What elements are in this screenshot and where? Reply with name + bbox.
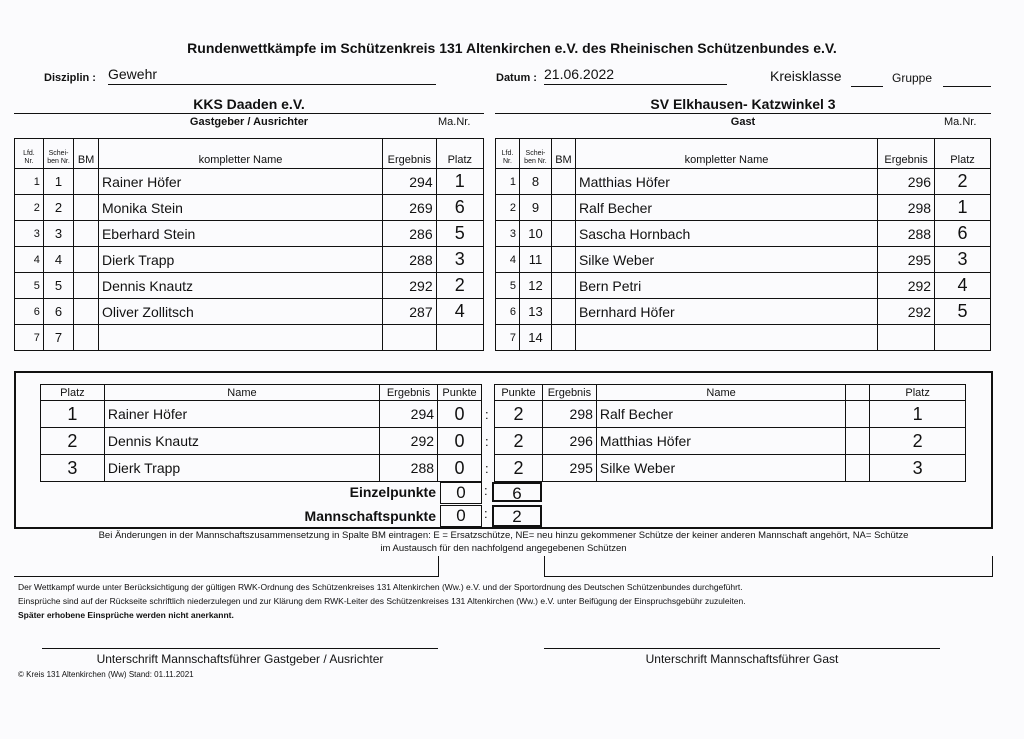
datum-label: Datum :: [496, 72, 537, 84]
guest-team-underline: [495, 113, 991, 114]
ergebnis-cell[interactable]: 296: [878, 169, 935, 195]
home-team-underline: [14, 113, 484, 114]
name-cell[interactable]: [98, 325, 382, 351]
summary-ergebnis-cell[interactable]: 288: [380, 455, 438, 482]
colon-separator: :: [484, 506, 488, 521]
lfd-header: Lfd. Nr.: [15, 139, 44, 169]
datum-value: 21.06.2022: [544, 66, 615, 82]
kreisklasse-label: Kreisklasse: [770, 68, 842, 84]
disziplin-label: Disziplin :: [44, 72, 96, 84]
name-cell[interactable]: Rainer Höfer: [98, 169, 382, 195]
bm-cell[interactable]: [551, 247, 575, 273]
summary-ergebnis-header: Ergebnis: [380, 385, 438, 401]
datum-field[interactable]: [544, 66, 727, 85]
table-row: [15, 195, 484, 221]
platz-cell[interactable]: [935, 325, 991, 351]
summary-punkte-cell[interactable]: 0: [438, 428, 482, 455]
scheiben-header: Schei- ben Nr.: [43, 139, 73, 169]
platz-cell[interactable]: [436, 325, 483, 351]
scheibe-cell: 11: [519, 247, 551, 273]
ergebnis-cell[interactable]: 288: [383, 247, 437, 273]
platz-cell[interactable]: 6: [935, 221, 991, 247]
summary-platz-header: Platz: [41, 385, 105, 401]
summary-blank-cell[interactable]: [846, 455, 870, 482]
lfd-cell: 6: [15, 299, 44, 325]
bm-cell[interactable]: [74, 169, 99, 195]
bm-cell[interactable]: [551, 195, 575, 221]
bm-cell[interactable]: [74, 299, 99, 325]
ergebnis-cell[interactable]: 288: [878, 221, 935, 247]
disziplin-value: Gewehr: [108, 66, 158, 82]
ergebnis-cell[interactable]: 286: [383, 221, 437, 247]
guest-summary-table: [494, 384, 966, 482]
name-cell[interactable]: Silke Weber: [575, 247, 877, 273]
lfd-cell: 1: [15, 169, 44, 195]
scheibe-cell: 9: [519, 195, 551, 221]
platz-cell[interactable]: 3: [436, 247, 483, 273]
bm-cell[interactable]: [551, 299, 575, 325]
einzelpunkte-guest[interactable]: 6: [492, 482, 542, 502]
ergebnis-cell[interactable]: 294: [383, 169, 437, 195]
summary-name-header: Name: [596, 385, 845, 401]
name-cell[interactable]: Eberhard Stein: [98, 221, 382, 247]
bm-cell[interactable]: [74, 221, 99, 247]
summary-ergebnis-cell[interactable]: 294: [380, 401, 438, 428]
guest-manr-label: Ma.Nr.: [944, 116, 977, 128]
home-manr-label: Ma.Nr.: [438, 116, 471, 128]
name-cell[interactable]: Monika Stein: [98, 195, 382, 221]
rule-line-1: Der Wettkampf wurde unter Berücksichtigung der gültigen RWK-Ordnung des Schützenkreises 131 Altenkirchen (Ww.) e.V. und der Sportordnung des Deutschen Schützenbundes durchgeführt.: [18, 582, 743, 592]
lfd-cell: 2: [15, 195, 44, 221]
lfd-cell: 3: [496, 221, 520, 247]
scheiben-header: Schei- ben Nr.: [519, 139, 551, 169]
lfd-cell: 5: [15, 273, 44, 299]
bm-note-line-2: im Austausch für den nachfolgend angegebenen Schützen: [380, 543, 627, 554]
platz-header: Platz: [935, 139, 991, 169]
scheibe-cell: 7: [43, 325, 73, 351]
home-summary-table: [40, 384, 482, 482]
bm-header: BM: [74, 139, 99, 169]
bm-cell[interactable]: [74, 195, 99, 221]
bm-cell[interactable]: [74, 273, 99, 299]
table-row: [496, 169, 991, 195]
lfd-cell: 7: [15, 325, 44, 351]
bm-cell[interactable]: [551, 169, 575, 195]
table-header: [15, 139, 484, 169]
platz-cell[interactable]: 2: [935, 169, 991, 195]
summary-ergebnis-cell[interactable]: 296: [542, 428, 596, 455]
bm-header: BM: [551, 139, 575, 169]
home-shooters-table: [14, 138, 484, 351]
name-cell[interactable]: Sascha Hornbach: [575, 221, 877, 247]
footer-copyright: © Kreis 131 Altenkirchen (Ww) Stand: 01.11.2021: [18, 670, 194, 679]
summary-blank-cell[interactable]: [846, 428, 870, 455]
kreisklasse-field[interactable]: [851, 70, 883, 87]
name-cell[interactable]: Dierk Trapp: [98, 247, 382, 273]
scheibe-cell: 12: [519, 273, 551, 299]
gruppe-label: Gruppe: [892, 71, 933, 85]
scheibe-cell: 4: [43, 247, 73, 273]
platz-cell[interactable]: 4: [935, 273, 991, 299]
table-row: [15, 169, 484, 195]
summary-punkte-cell[interactable]: 2: [495, 401, 543, 428]
name-cell[interactable]: Matthias Höfer: [575, 169, 877, 195]
summary-punkte-header: Punkte: [495, 385, 543, 401]
form-title: Rundenwettkämpfe im Schützenkreis 131 Altenkirchen e.V. des Rheinischen Schützenbundes e.V.: [187, 40, 837, 56]
lfd-cell: 6: [496, 299, 520, 325]
name-header: kompletter Name: [575, 139, 877, 169]
scheibe-cell: 13: [519, 299, 551, 325]
table-row: [15, 299, 484, 325]
summary-name-cell[interactable]: Dierk Trapp: [104, 455, 379, 482]
ergebnis-cell[interactable]: 287: [383, 299, 437, 325]
summary-punkte-cell[interactable]: 2: [495, 428, 543, 455]
table-row: [15, 221, 484, 247]
scheibe-cell: 14: [519, 325, 551, 351]
lfd-cell: 1: [496, 169, 520, 195]
summary-blank-cell[interactable]: [846, 401, 870, 428]
summary-row: [41, 428, 482, 455]
summary-name-cell[interactable]: Rainer Höfer: [104, 401, 379, 428]
summary-platz-cell[interactable]: 2: [870, 428, 966, 455]
ergebnis-cell[interactable]: [383, 325, 437, 351]
home-replacement-field[interactable]: [14, 556, 439, 577]
ergebnis-cell[interactable]: 292: [878, 299, 935, 325]
table-row: [15, 325, 484, 351]
einzelpunkte-home[interactable]: 0: [440, 482, 482, 504]
summary-platz-cell[interactable]: 3: [870, 455, 966, 482]
lfd-cell: 2: [496, 195, 520, 221]
name-header: kompletter Name: [98, 139, 382, 169]
platz-cell[interactable]: 1: [935, 195, 991, 221]
rule-line-3: Später erhobene Einsprüche werden nicht anerkannt.: [18, 610, 234, 620]
table-row: [496, 221, 991, 247]
bm-cell[interactable]: [74, 247, 99, 273]
table-row: [496, 273, 991, 299]
bm-note-line-1: Bei Änderungen in der Mannschaftszusammensetzung in Spalte BM eintragen: E = Ersatzschütze, NE= neu hinzu gekommener Schütze der keiner anderen Mannschaft angehört, NA= Schütze: [98, 530, 909, 541]
mannschaftspunkte-guest[interactable]: 2: [492, 505, 542, 527]
summary-platz-cell[interactable]: 1: [870, 401, 966, 428]
colon-separator: :: [484, 483, 488, 498]
summary-platz-cell[interactable]: 1: [41, 401, 105, 428]
scheibe-cell: 2: [43, 195, 73, 221]
ergebnis-cell[interactable]: 295: [878, 247, 935, 273]
summary-ergebnis-cell[interactable]: 295: [542, 455, 596, 482]
ergebnis-header: Ergebnis: [878, 139, 935, 169]
home-team-name: KKS Daaden e.V.: [193, 96, 305, 112]
lfd-header: Lfd. Nr.: [496, 139, 520, 169]
summary-name-cell[interactable]: Dennis Knautz: [104, 428, 379, 455]
ergebnis-cell[interactable]: 269: [383, 195, 437, 221]
summary-row: [41, 455, 482, 482]
summary-row: [495, 401, 966, 428]
summary-punkte-header: Punkte: [438, 385, 482, 401]
rule-line-2: Einsprüche sind auf der Rückseite schriftlich niederzulegen und zur Klärung dem RWK-Leiter des Schützenkreises 131 Altenkirchen (Ww.) e.V. unter Beifügung der Einspruchsgebühr zuzuleiten.: [18, 596, 746, 606]
table-row: [15, 247, 484, 273]
disziplin-field[interactable]: [108, 66, 436, 85]
guest-signature-line[interactable]: Unterschrift Mannschaftsführer Gast: [544, 648, 940, 666]
summary-name-cell[interactable]: Silke Weber: [596, 455, 845, 482]
gruppe-field[interactable]: [943, 70, 991, 87]
guest-replacement-field[interactable]: [544, 556, 993, 577]
lfd-cell: 4: [15, 247, 44, 273]
name-cell[interactable]: Ralf Becher: [575, 195, 877, 221]
scheibe-cell: 1: [43, 169, 73, 195]
scheibe-cell: 10: [519, 221, 551, 247]
table-row: [496, 299, 991, 325]
platz-cell[interactable]: 1: [436, 169, 483, 195]
ergebnis-cell[interactable]: 292: [878, 273, 935, 299]
name-cell[interactable]: [575, 325, 877, 351]
mannschaftspunkte-home[interactable]: 0: [440, 505, 482, 527]
summary-punkte-cell[interactable]: 0: [438, 455, 482, 482]
table-row: [496, 195, 991, 221]
lfd-cell: 7: [496, 325, 520, 351]
ergebnis-header: Ergebnis: [383, 139, 437, 169]
bm-cell[interactable]: [74, 325, 99, 351]
ergebnis-cell[interactable]: 298: [878, 195, 935, 221]
colon-separator: :: [485, 407, 489, 422]
home-team-role: Gastgeber / Ausrichter: [189, 116, 309, 128]
summary-punkte-cell[interactable]: 0: [438, 401, 482, 428]
summary-platz-cell[interactable]: 2: [41, 428, 105, 455]
summary-name-cell[interactable]: Ralf Becher: [596, 401, 845, 428]
scheibe-cell: 5: [43, 273, 73, 299]
summary-platz-cell[interactable]: 3: [41, 455, 105, 482]
platz-cell[interactable]: 5: [935, 299, 991, 325]
summary-ergebnis-cell[interactable]: 298: [542, 401, 596, 428]
scheibe-cell: 3: [43, 221, 73, 247]
table-row: [496, 325, 991, 351]
platz-cell[interactable]: 2: [436, 273, 483, 299]
name-cell[interactable]: Bernhard Höfer: [575, 299, 877, 325]
bm-note: [14, 529, 993, 555]
ergebnis-cell[interactable]: 292: [383, 273, 437, 299]
summary-row: [495, 455, 966, 482]
summary-name-header: Name: [104, 385, 379, 401]
summary-blank-header: [846, 385, 870, 401]
platz-header: Platz: [436, 139, 483, 169]
lfd-cell: 4: [496, 247, 520, 273]
colon-separator: :: [485, 434, 489, 449]
einzelpunkte-label: Einzelpunkte: [349, 484, 436, 500]
summary-row: [41, 401, 482, 428]
rules-text: [18, 580, 1008, 622]
name-cell[interactable]: Bern Petri: [575, 273, 877, 299]
home-signature-line[interactable]: Unterschrift Mannschaftsführer Gastgeber / Ausrichter: [42, 648, 438, 666]
summary-platz-header: Platz: [870, 385, 966, 401]
platz-cell[interactable]: 6: [436, 195, 483, 221]
bm-cell[interactable]: [551, 325, 575, 351]
name-cell[interactable]: Oliver Zollitsch: [98, 299, 382, 325]
summary-punkte-cell[interactable]: 2: [495, 455, 543, 482]
table-row: [15, 273, 484, 299]
summary-ergebnis-cell[interactable]: 292: [380, 428, 438, 455]
summary-ergebnis-header: Ergebnis: [542, 385, 596, 401]
lfd-cell: 3: [15, 221, 44, 247]
scheibe-cell: 8: [519, 169, 551, 195]
summary-row: [495, 428, 966, 455]
guest-shooters-table: [495, 138, 991, 351]
name-cell[interactable]: Dennis Knautz: [98, 273, 382, 299]
platz-cell[interactable]: 3: [935, 247, 991, 273]
mannschaftspunkte-label: Mannschaftspunkte: [304, 508, 436, 524]
guest-team-name: SV Elkhausen- Katzwinkel 3: [650, 96, 836, 112]
colon-separator: :: [485, 461, 489, 476]
bm-cell[interactable]: [551, 273, 575, 299]
bm-cell[interactable]: [551, 221, 575, 247]
platz-cell[interactable]: 5: [436, 221, 483, 247]
table-header: [496, 139, 991, 169]
platz-cell[interactable]: 4: [436, 299, 483, 325]
scheibe-cell: 6: [43, 299, 73, 325]
ergebnis-cell[interactable]: [878, 325, 935, 351]
guest-team-role: Gast: [730, 116, 756, 128]
lfd-cell: 5: [496, 273, 520, 299]
summary-name-cell[interactable]: Matthias Höfer: [596, 428, 845, 455]
table-row: [496, 247, 991, 273]
